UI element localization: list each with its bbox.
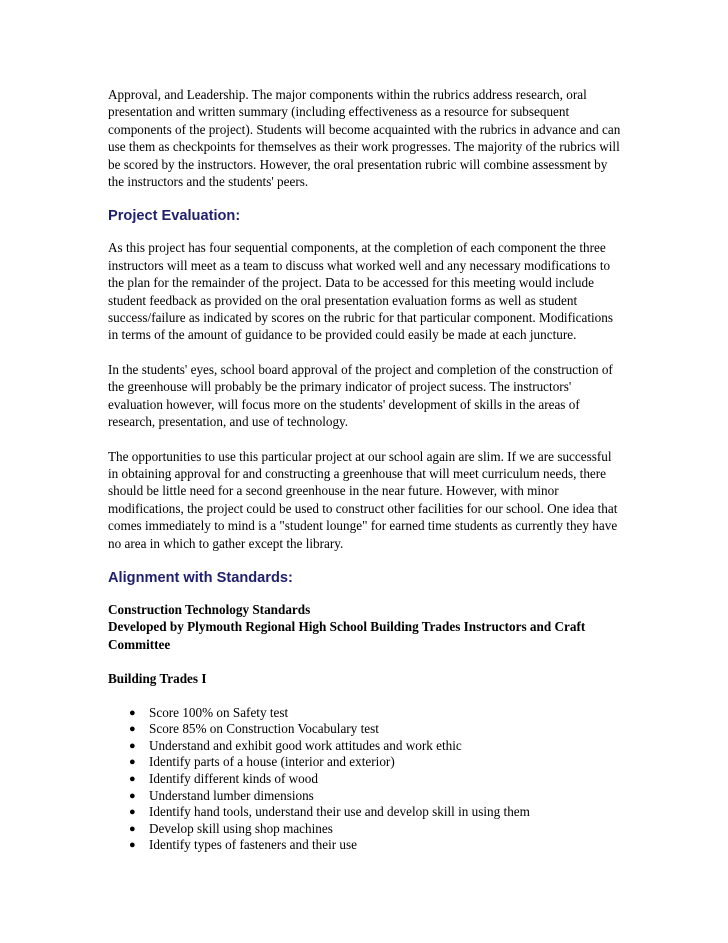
list-item	[126, 705, 623, 722]
evaluation-paragraph-1: As this project has four sequential components, at the completion of each component the three instructors will meet as a team to discuss what worked well and any necessary modifications to the plan for the remainder of the project. Data to be accessed for this meeting would include student feedback as provided on the oral presentation evaluation forms as well as student success/failure as indicated by scores on the rubric for that particular component. Modifications in terms of the amount of guidance to be provided could easily be made at each juncture.	[108, 240, 613, 343]
list-item-text: Score 100% on Safety test	[149, 704, 289, 720]
bullet-icon: ●	[129, 706, 136, 719]
building-trades-title: Building Trades I	[108, 671, 207, 687]
bullet-icon: ●	[129, 789, 136, 802]
list-item-text: Identify different kinds of wood	[149, 770, 318, 786]
list-item	[126, 821, 623, 838]
list-item	[126, 788, 623, 805]
list-item-text: Identify hand tools, understand their use and develop skill in using them	[149, 804, 530, 820]
alignment-heading: Alignment with Standards:	[108, 569, 293, 586]
list-item-text: Develop skill using shop machines	[149, 820, 333, 836]
standards-title-line-1: Construction Technology Standards	[108, 601, 311, 617]
list-item-text: Identify types of fasteners and their use	[149, 837, 357, 853]
list-item-text: Understand lumber dimensions	[149, 787, 314, 803]
evaluation-paragraph-2: In the students' eyes, school board approval of the project and completion of the construction of the greenhouse will probably be the primary indicator of project sucess. The instructors' evaluation however, will focus more on the students' development of skills in the areas of research, presentation, and use of technology.	[108, 361, 613, 430]
intro-paragraph: Approval, and Leadership. The major components within the rubrics address research, oral presentation and written summary (including effectiveness as a resource for subsequent components of the project). Students will become acquainted with the rubrics in advance and can use them as checkpoints for themselves as their work progresses. The majority of the rubrics will be scored by the instructors. However, the oral presentation rubric will combine assessment by the instructors and the students' peers.	[108, 87, 621, 190]
list-item	[126, 721, 623, 738]
list-item	[126, 771, 623, 788]
list-item	[126, 754, 623, 771]
standards-title-line-2: Developed by Plymouth Regional High School Building Trades Instructors and Craft Committee	[108, 619, 586, 652]
standards-title	[108, 601, 623, 653]
list-item	[126, 804, 623, 821]
bullet-icon: ●	[129, 756, 136, 769]
list-item	[126, 837, 623, 854]
list-item-text: Score 85% on Construction Vocabulary test	[149, 721, 379, 737]
skills-list	[108, 705, 623, 854]
bullet-icon: ●	[129, 772, 136, 785]
document-page	[108, 86, 623, 854]
bullet-icon: ●	[129, 822, 136, 835]
list-item	[126, 738, 623, 755]
project-evaluation-heading: Project Evaluation:	[108, 208, 241, 225]
bullet-icon: ●	[129, 723, 136, 736]
evaluation-paragraph-3: The opportunities to use this particular project at our school again are slim. If we are successful in obtaining approval for and constructing a greenhouse that will meet curriculum needs, there should be little need for a second greenhouse in the near future. However, with minor modifications, the project could be used to construct other facilities for our school. One idea that comes immediately to mind is a "student lounge" for earned time students as currently they have no area in which to gather except the library.	[108, 448, 618, 551]
bullet-icon: ●	[129, 839, 136, 852]
list-item-text: Identify parts of a house (interior and exterior)	[149, 754, 395, 770]
bullet-icon: ●	[129, 806, 136, 819]
bullet-icon: ●	[129, 739, 136, 752]
list-item-text: Understand and exhibit good work attitudes and work ethic	[149, 737, 462, 753]
